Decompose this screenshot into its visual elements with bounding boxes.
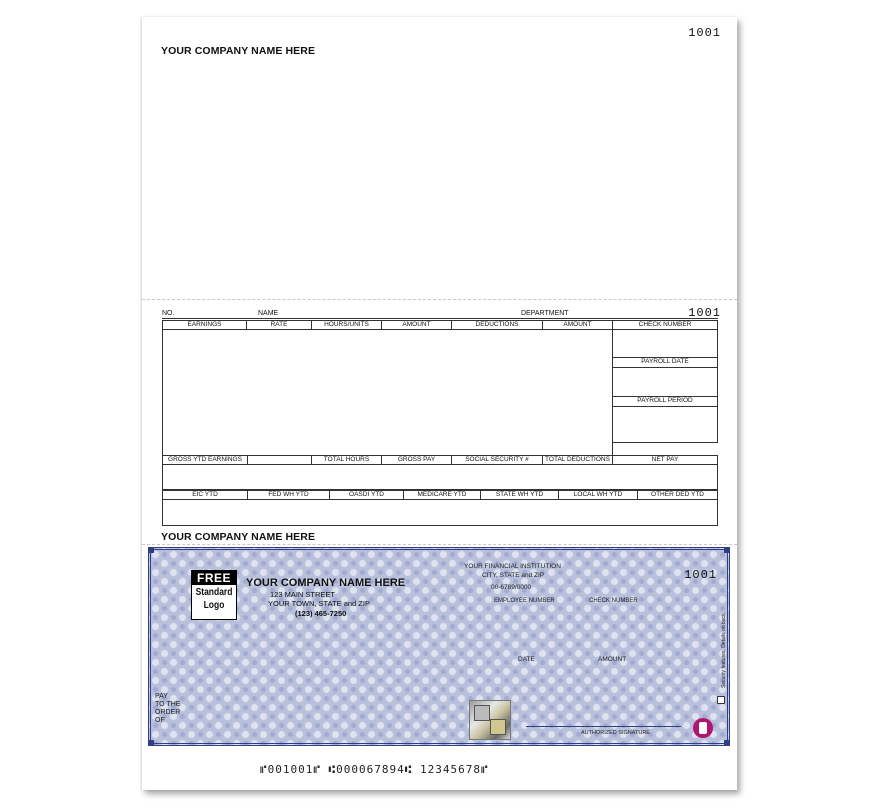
seal-lock-icon (699, 722, 707, 734)
stub-label-no: NO. (162, 310, 175, 317)
check-phone: (123) 465-7250 (295, 609, 347, 618)
side-payroll-date: PAYROLL DATE (612, 357, 718, 368)
col-gross-pay: GROSS PAY (381, 455, 452, 465)
col-deduction-amount: AMOUNT (542, 320, 613, 330)
col-net-pay: NET PAY (612, 455, 718, 465)
logo-standard-text: Standard (195, 587, 233, 598)
free-standard-logo (191, 570, 237, 620)
date-label: DATE (518, 656, 535, 663)
bank-name: YOUR FINANCIAL INSTITUTION (464, 563, 561, 570)
bank-city: CITY, STATE and ZIP (482, 572, 545, 579)
logo-logo-text: Logo (203, 600, 225, 611)
col-total-hours: TOTAL HOURS (311, 455, 382, 465)
side-check-number: CHECK NUMBER (612, 320, 718, 330)
pay-line2: TO THE (155, 701, 181, 708)
hologram-icon (469, 700, 511, 740)
signature-line (526, 726, 681, 727)
pay-to-the-order-of (155, 693, 180, 725)
pay-line3: ORDER (155, 709, 181, 716)
stub-company-name: YOUR COMPANY NAME HERE (161, 531, 316, 543)
col-rate: RATE (246, 320, 312, 330)
col-deductions: DEDUCTIONS (451, 320, 543, 330)
authorized-signature-label: AUTHORIZED SIGNATURE (581, 730, 650, 736)
col-state-wh-ytd: STATE WH YTD (480, 490, 559, 500)
hologram-square-icon (474, 705, 490, 721)
side-check-number-box (612, 329, 718, 358)
col-medicare-ytd: MEDICARE YTD (403, 490, 481, 500)
perforation-bottom (142, 544, 737, 545)
col-amount: AMOUNT (381, 320, 452, 330)
pay-line1: PAY (155, 693, 168, 700)
corner-mark (149, 740, 154, 745)
corner-mark (724, 740, 729, 745)
check-address2: YOUR TOWN, STATE and ZIP (268, 599, 370, 608)
top-check-number: 1001 (688, 26, 721, 40)
corner-mark (724, 548, 729, 553)
totals-body (162, 464, 718, 490)
col-earnings: EARNINGS (162, 320, 247, 330)
ytd-body (162, 499, 718, 526)
side-payroll-period-box (612, 406, 718, 443)
check-sheet (142, 17, 737, 790)
micr-line: ⑈001001⑈ ⑆000067894⑆ 12345678⑈ (260, 763, 489, 776)
hologram-square-icon (490, 719, 506, 735)
col-local-wh-ytd: LOCAL WH YTD (558, 490, 638, 500)
stub-header-rule (162, 318, 718, 319)
check-number: 1001 (684, 568, 717, 582)
padlock-icon (717, 696, 725, 704)
amount-label: AMOUNT (598, 656, 627, 663)
side-payroll-date-box (612, 367, 718, 397)
col-total-deductions: TOTAL DEDUCTIONS (542, 455, 613, 465)
perforation-top (142, 299, 737, 300)
check-face (148, 547, 730, 746)
col-fed-wh-ytd: FED WH YTD (247, 490, 330, 500)
col-oasdi-ytd: OASDI YTD (329, 490, 404, 500)
col-social-security: SOCIAL SECURITY # (451, 455, 543, 465)
employee-number-label: EMPLOYEE NUMBER (494, 598, 555, 604)
routing-fraction: 00-6789/0000 (491, 584, 532, 591)
security-note: Security features. Details on back. (721, 612, 727, 688)
corner-mark (149, 548, 154, 553)
logo-free-text: FREE (192, 571, 236, 585)
pay-line4: OF (155, 717, 165, 724)
check-address1: 123 MAIN STREET (270, 590, 336, 599)
side-payroll-period: PAYROLL PERIOD (612, 396, 718, 407)
stub-label-department: DEPARTMENT (521, 310, 569, 317)
security-seal-icon (693, 718, 713, 738)
stub-label-name: NAME (258, 310, 279, 317)
col-other-ded-ytd: OTHER DED YTD (637, 490, 718, 500)
stub-check-number: 1001 (688, 306, 721, 320)
check-number-label: CHECK NUMBER (589, 598, 638, 604)
earnings-body (162, 329, 613, 456)
top-company-name: YOUR COMPANY NAME HERE (161, 45, 316, 57)
col-hours-units: HOURS/UNITS (311, 320, 382, 330)
col-eic-ytd: EIC YTD (162, 490, 248, 500)
check-company-name: YOUR COMPANY NAME HERE (246, 577, 406, 589)
col-gross-ytd-earnings: GROSS YTD EARNINGS (162, 455, 248, 465)
